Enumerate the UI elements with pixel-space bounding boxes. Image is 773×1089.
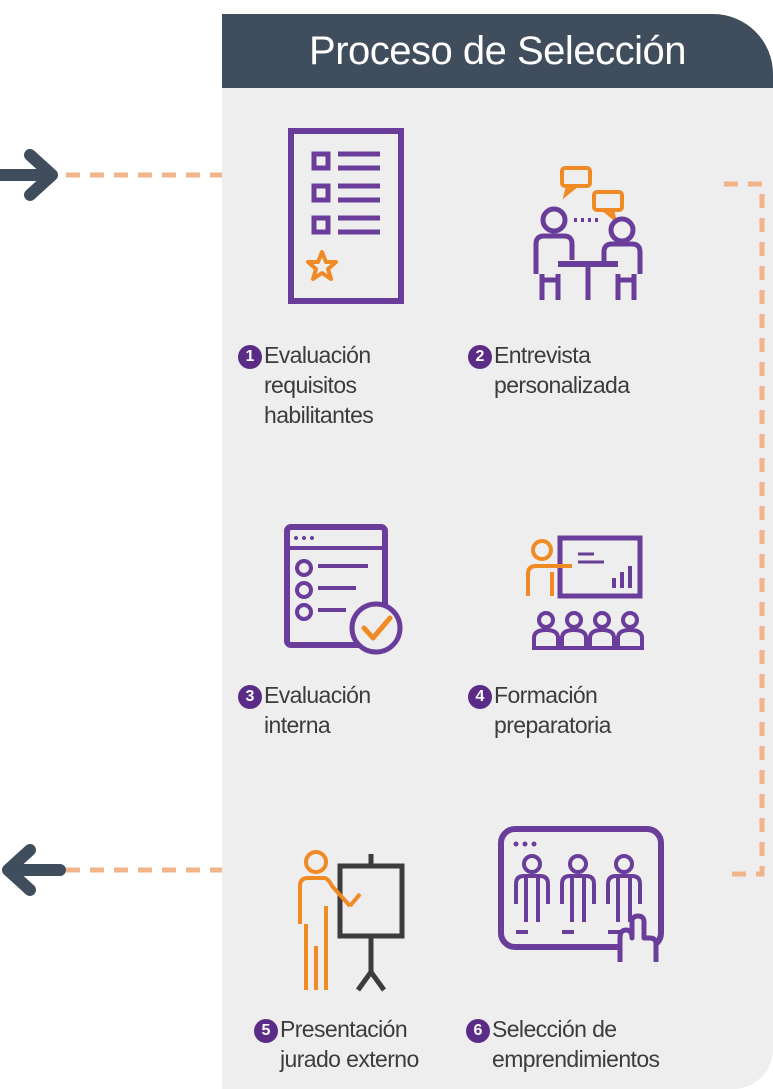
panel-title: Proceso de Selección	[222, 14, 773, 88]
internal-evaluation-icon	[284, 524, 404, 656]
selection-icon	[498, 826, 668, 964]
process-panel	[222, 14, 773, 1089]
checklist-document-icon	[288, 128, 404, 304]
step-2-label: 2 Entrevista personalizada	[468, 340, 629, 400]
incoming-arrow-connector	[0, 150, 230, 200]
interview-icon	[528, 164, 648, 304]
step-4-number: 4	[468, 685, 492, 709]
step-5-label: 5 Presentación jurado externo	[254, 1014, 419, 1074]
step-6-number: 6	[466, 1019, 490, 1043]
presentation-icon	[294, 846, 414, 992]
step-4-label: 4 Formación preparatoria	[468, 680, 611, 740]
step-3-number: 3	[238, 685, 262, 709]
step-5-number: 5	[254, 1019, 278, 1043]
step-3-label: 3 Evaluación interna	[238, 680, 371, 740]
arrow-left-icon	[8, 850, 60, 890]
training-icon	[524, 530, 648, 664]
outgoing-arrow-connector	[0, 845, 230, 895]
arrow-right-icon	[0, 155, 52, 195]
step-6-label: 6 Selección de emprendimientos	[466, 1014, 659, 1074]
step-1-label: 1 Evaluación requisitos habilitantes	[238, 340, 373, 430]
right-bracket-connector	[722, 164, 773, 884]
step-2-number: 2	[468, 345, 492, 369]
step-1-number: 1	[238, 345, 262, 369]
